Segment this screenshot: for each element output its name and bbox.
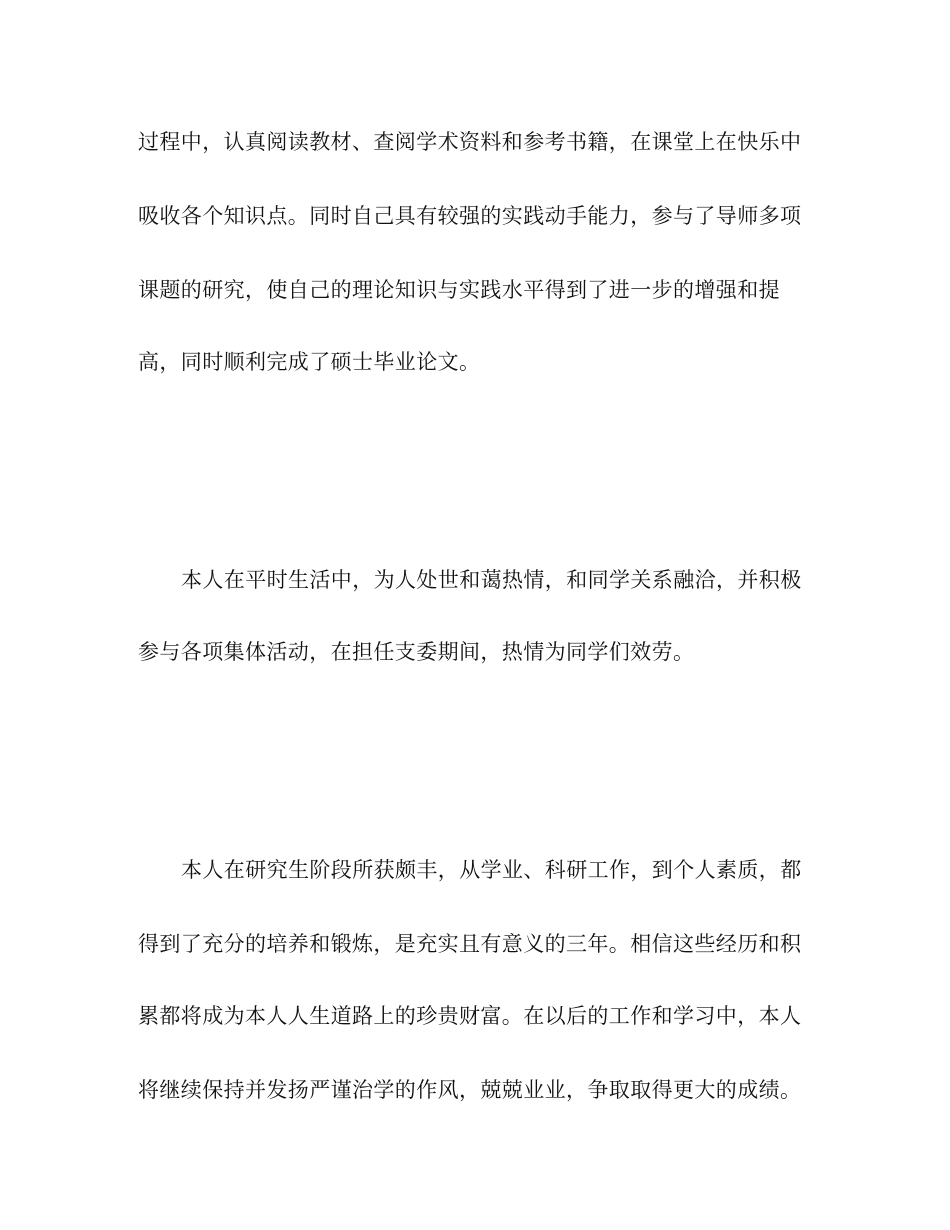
paragraph-line: 参与各项集体活动，在担任支委期间，热情为同学们效劳。 — [138, 640, 695, 664]
paragraph-line: 累都将成为本人人生道路上的珍贵财富。在以后的工作和学习中，本人 — [138, 1004, 802, 1028]
paragraph-line: 过程中，认真阅读教材、查阅学术资料和参考书籍，在课堂上在快乐中 — [138, 130, 802, 154]
paragraph-line: 课题的研究，使自己的理论知识与实践水平得到了进一步的增强和提 — [138, 278, 780, 302]
paragraph-line: 吸收各个知识点。同时自己具有较强的实践动手能力，参与了导师多项 — [138, 204, 802, 228]
paragraph-line: 本人在研究生阶段所获颇丰，从学业、科研工作，到个人素质，都 — [181, 858, 802, 882]
paragraph-line: 高，同时顺利完成了硕士毕业论文。 — [138, 350, 481, 374]
paragraph-line: 本人在平时生活中，为人处世和蔼热情，和同学关系融洽，并积极 — [181, 568, 802, 592]
paragraph-line: 得到了充分的培养和锻炼，是充实且有意义的三年。相信这些经历和积 — [138, 932, 802, 956]
paragraph-line: 将继续保持并发扬严谨治学的作风，兢兢业业，争取取得更大的成绩。 — [138, 1078, 802, 1102]
